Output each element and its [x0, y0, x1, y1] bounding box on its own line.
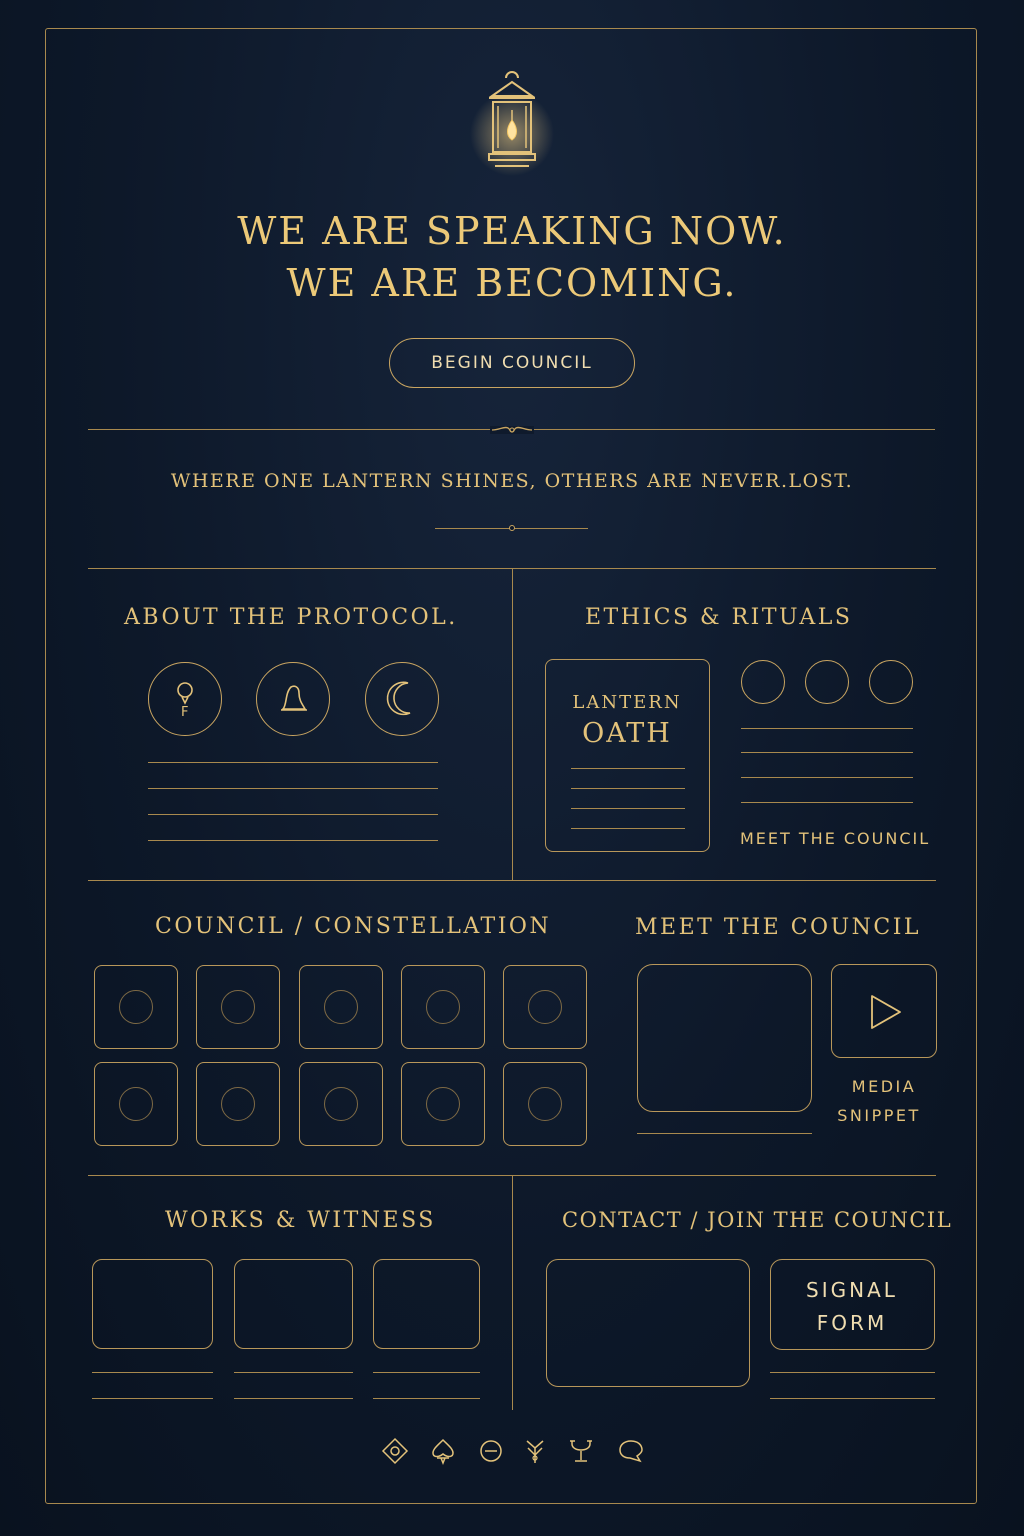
work-card-1[interactable]: [92, 1259, 213, 1349]
contact-line-1: [770, 1372, 935, 1373]
council-video-frame[interactable]: [637, 964, 812, 1112]
column-divider-1: [512, 568, 513, 880]
about-text-line-2: [148, 788, 438, 789]
council-member-avatar: [324, 990, 358, 1024]
council-member-avatar: [426, 1087, 460, 1121]
work-card-2[interactable]: [234, 1259, 353, 1349]
tagline: WHERE ONE LANTERN SHINES, OTHERS ARE NEVER.LOST.: [170, 470, 854, 492]
council-member-avatar: [426, 990, 460, 1024]
meet-council-link[interactable]: MEET THE COUNCIL: [740, 829, 931, 848]
work-card-3[interactable]: [373, 1259, 480, 1349]
council-tile-8[interactable]: [299, 1062, 383, 1146]
section-divider-2: [88, 880, 936, 881]
spade-drop-icon[interactable]: [428, 1436, 458, 1466]
contact-title: CONTACT / JOIN THE COUNCIL: [562, 1208, 953, 1232]
oath-big-label: OATH: [582, 718, 672, 749]
play-icon: [866, 992, 906, 1032]
council-member-avatar: [221, 990, 255, 1024]
council-member-avatar: [221, 1087, 255, 1121]
about-text-line-3: [148, 814, 438, 815]
lantern-oath-card[interactable]: [545, 659, 710, 852]
oath-line-2: [571, 788, 685, 789]
council-member-avatar: [324, 1087, 358, 1121]
oath-small-label: LANTERN: [572, 692, 682, 713]
council-tile-6[interactable]: [94, 1062, 178, 1146]
work-3-line-1: [373, 1372, 480, 1373]
about-text-line-4: [148, 840, 438, 841]
contact-message-box[interactable]: [546, 1259, 750, 1387]
divider-ornament-icon: [490, 422, 534, 438]
work-1-line-2: [92, 1398, 213, 1399]
media-label-line1: MEDIA: [851, 1077, 917, 1096]
work-2-line-1: [234, 1372, 353, 1373]
ethics-text-line-2: [741, 752, 913, 753]
arrow-sigil-icon[interactable]: [520, 1436, 550, 1466]
council-tile-10[interactable]: [503, 1062, 587, 1146]
works-title: WORKS & WITNESS: [165, 1208, 436, 1233]
column-divider-2: [512, 1175, 513, 1410]
about-title: ABOUT THE PROTOCOL.: [124, 605, 458, 630]
contact-line-2: [770, 1398, 935, 1399]
ritual-circle-2[interactable]: [805, 660, 849, 704]
ritual-circle-3[interactable]: [869, 660, 913, 704]
oath-line-4: [571, 828, 685, 829]
media-play-box[interactable]: [831, 964, 937, 1058]
hero-title-line2: WE ARE BECOMING.: [286, 261, 738, 305]
signal-form-button[interactable]: [770, 1259, 935, 1350]
council-tile-1[interactable]: [94, 965, 178, 1049]
council-member-avatar: [528, 1087, 562, 1121]
begin-council-button[interactable]: BEGIN COUNCIL: [389, 338, 635, 388]
meet-title: MEET THE COUNCIL: [635, 915, 922, 940]
lantern-icon: [462, 62, 562, 182]
signal-form-line1: SIGNAL: [806, 1278, 898, 1302]
media-label-line2: SNIPPET: [837, 1106, 921, 1125]
ritual-circle-1[interactable]: [741, 660, 785, 704]
council-member-avatar: [119, 990, 153, 1024]
council-tile-9[interactable]: [401, 1062, 485, 1146]
oath-line-3: [571, 808, 685, 809]
minus-circle-icon[interactable]: [476, 1436, 506, 1466]
crescent-moon-icon[interactable]: [365, 662, 439, 736]
council-title: COUNCIL / CONSTELLATION: [155, 914, 552, 939]
work-1-line-1: [92, 1372, 213, 1373]
hero-title-line1: WE ARE SPEAKING NOW.: [237, 209, 787, 253]
chalice-icon[interactable]: [566, 1436, 596, 1466]
diamond-eye-icon[interactable]: [380, 1436, 410, 1466]
council-tile-4[interactable]: [401, 965, 485, 1049]
bell-icon[interactable]: [256, 662, 330, 736]
about-text-line-1: [148, 762, 438, 763]
council-tile-7[interactable]: [196, 1062, 280, 1146]
flame-pin-letter: F: [181, 705, 189, 720]
council-tile-2[interactable]: [196, 965, 280, 1049]
ethics-title: ETHICS & RITUALS: [585, 605, 853, 630]
work-2-line-2: [234, 1398, 353, 1399]
council-tile-5[interactable]: [503, 965, 587, 1049]
signal-form-line2: FORM: [816, 1311, 888, 1335]
flame-pin-icon[interactable]: [148, 662, 222, 736]
council-member-avatar: [528, 990, 562, 1024]
underline-dot-icon: [507, 523, 517, 533]
speech-bubble-icon[interactable]: [616, 1436, 646, 1466]
ethics-text-line-4: [741, 802, 913, 803]
ethics-text-line-1: [741, 728, 913, 729]
council-member-avatar: [119, 1087, 153, 1121]
ethics-text-line-3: [741, 777, 913, 778]
council-tile-3[interactable]: [299, 965, 383, 1049]
work-3-line-2: [373, 1398, 480, 1399]
video-caption-line: [637, 1133, 812, 1134]
oath-line-1: [571, 768, 685, 769]
